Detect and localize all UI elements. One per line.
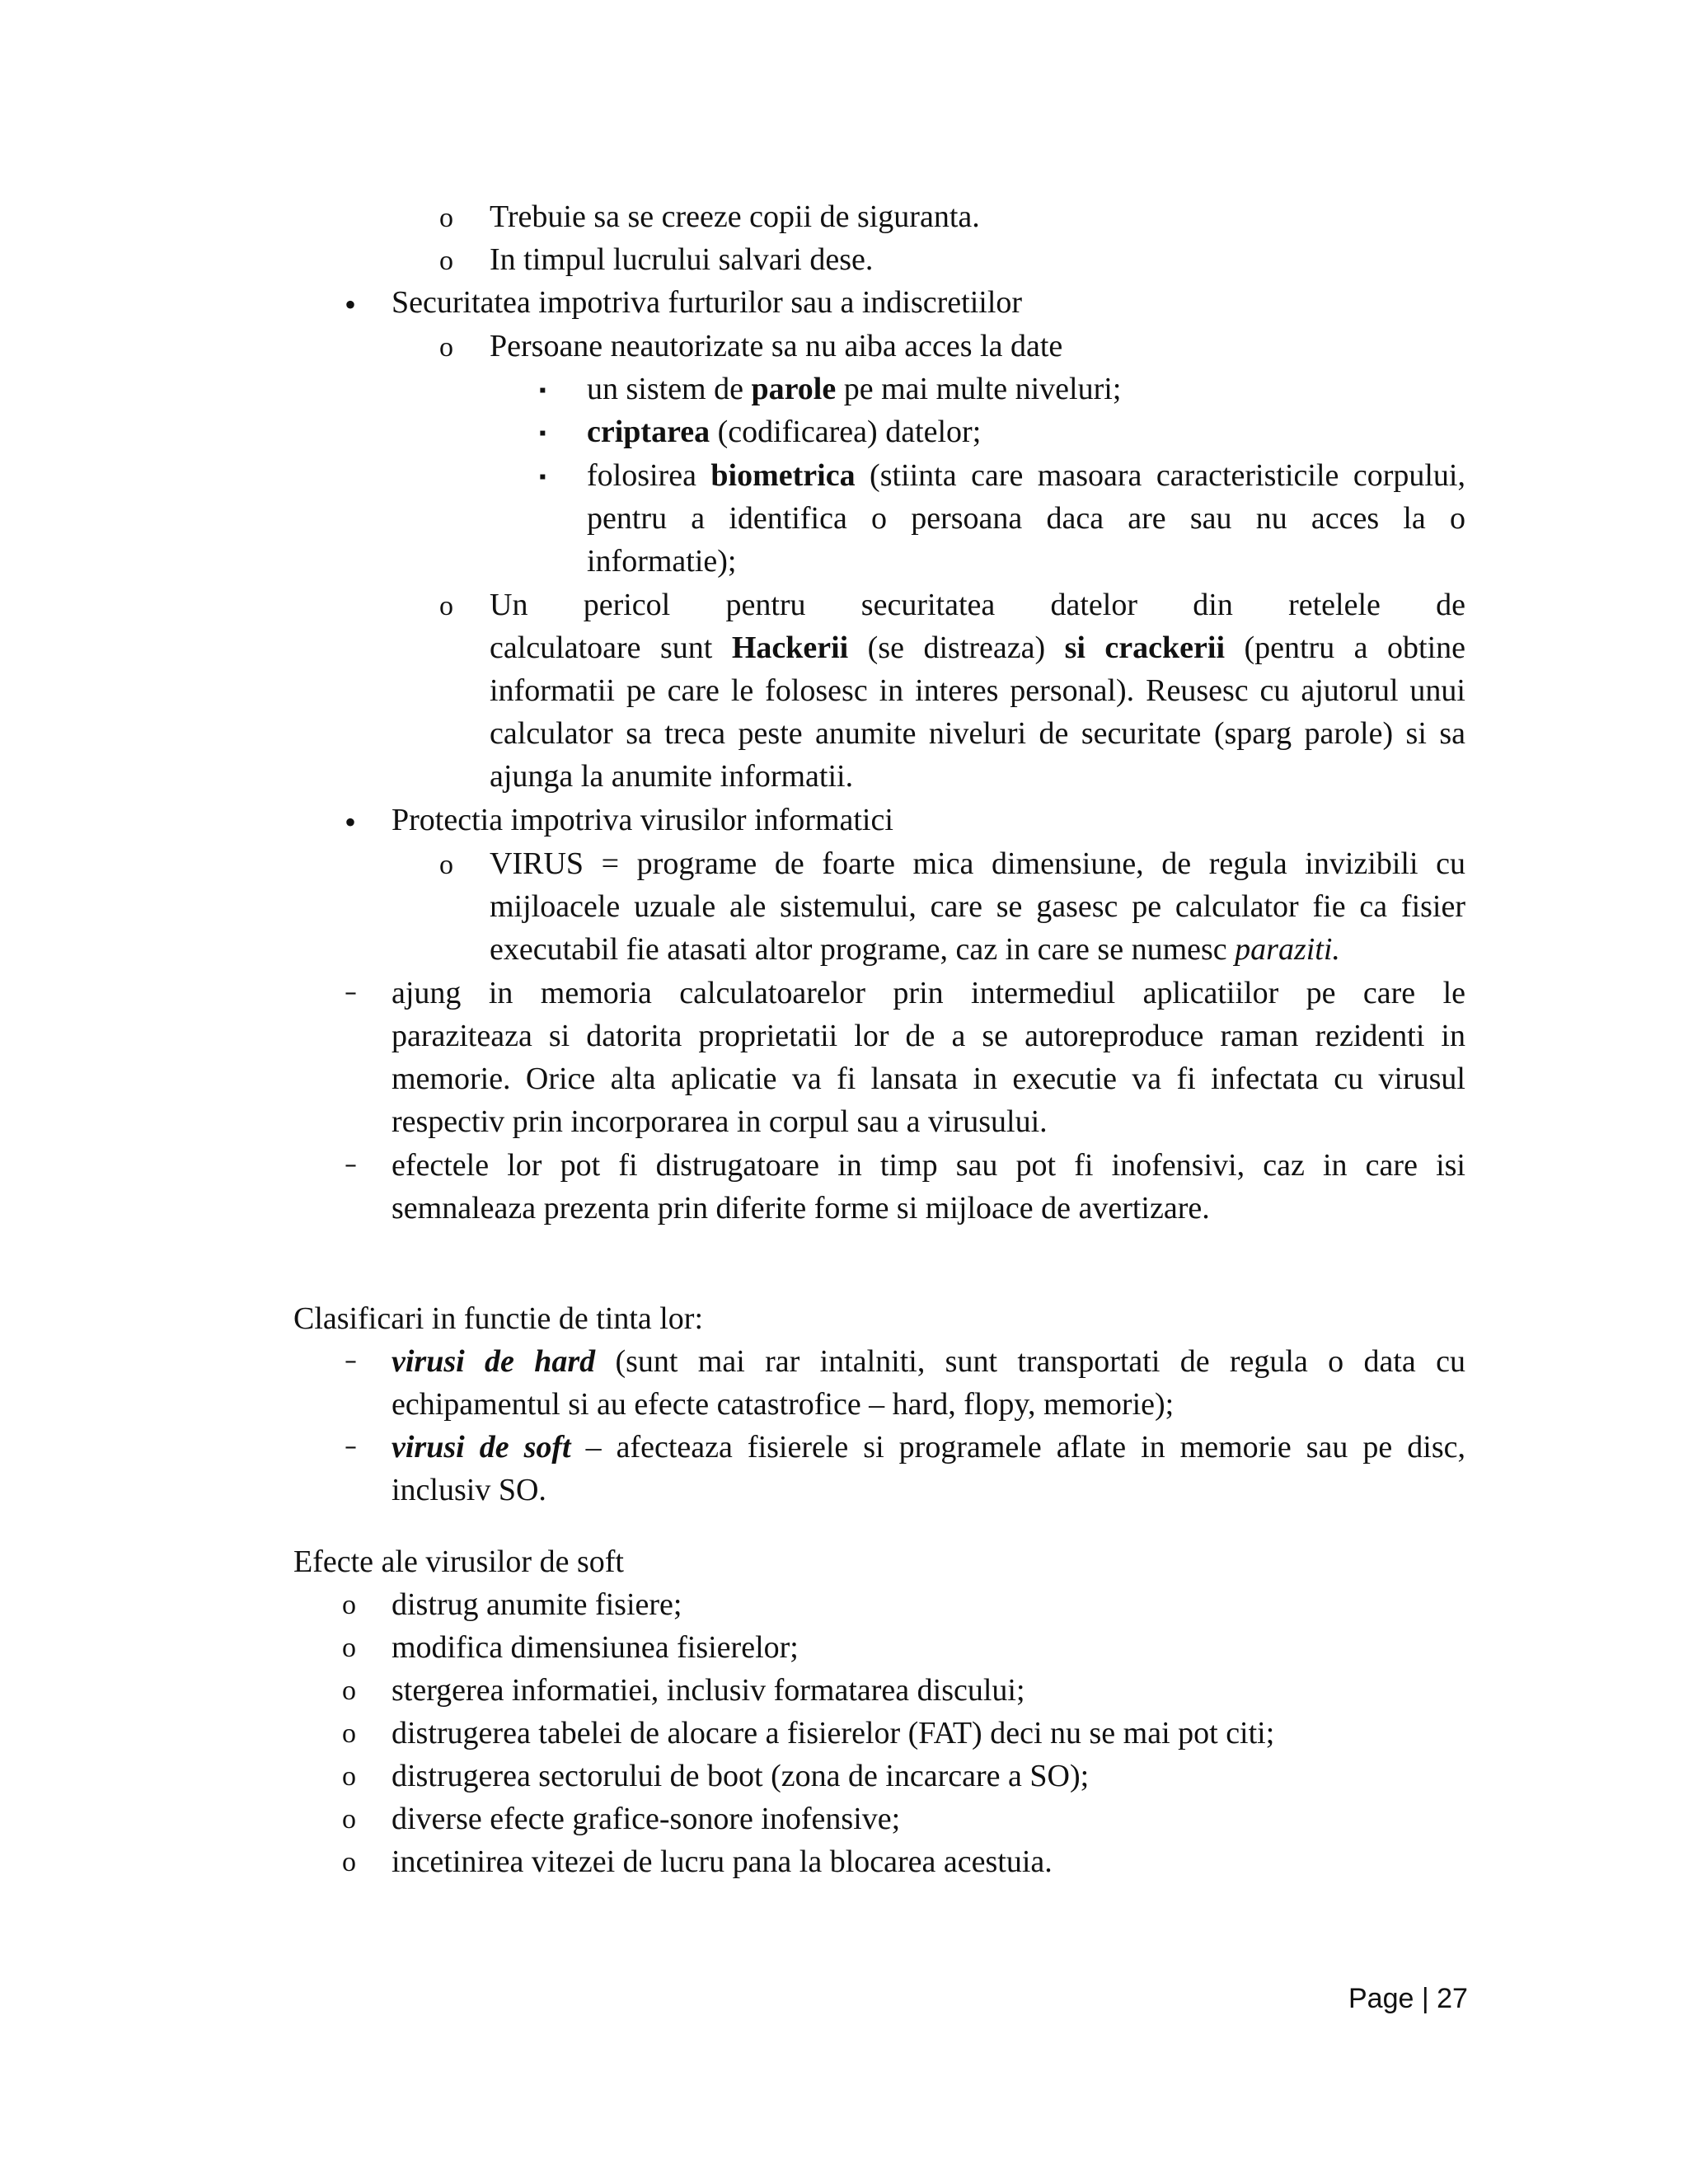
bullet-marker: •: [345, 286, 357, 323]
dash-marker: –: [345, 978, 357, 1007]
list-item: distrugerea sectorului de boot (zona de incarcare a SO);: [392, 1759, 1090, 1793]
paragraph-line: inclusiv SO.: [392, 1473, 546, 1507]
list-item: diverse efecte grafice-sonore inofensive;: [392, 1802, 901, 1836]
dash-marker: –: [345, 1432, 357, 1461]
page-number: Page | 27: [1348, 1983, 1468, 2014]
paragraph-line: respectiv prin incorporarea in corpul sau a virusului.: [392, 1104, 1048, 1139]
list-item: folosirea biometrica (stiinta care masoara caracteristicile corpului,: [587, 458, 1465, 493]
section-heading: Securitatea impotriva furturilor sau a indiscretiilor: [392, 285, 1023, 320]
hollow-bullet: o: [342, 1590, 356, 1620]
hollow-bullet: o: [342, 1847, 356, 1877]
paragraph-line: calculatoare sunt Hackerii (se distreaza) si crackerii (pentru a obtine: [490, 630, 1465, 665]
hollow-bullet: o: [342, 1633, 356, 1663]
list-item: modifica dimensiunea fisierelor;: [392, 1630, 799, 1665]
list-item: criptarea (codificarea) datelor;: [587, 415, 982, 449]
paragraph-line: efectele lor pot fi distrugatoare in timp sau pot fi inofensivi, caz in care isi: [392, 1148, 1465, 1183]
paragraph-line: mijloacele uzuale ale sistemului, care se gasesc pe calculator fie ca fisier: [490, 889, 1465, 924]
dash-marker: –: [345, 1347, 357, 1376]
hollow-bullet: o: [342, 1675, 356, 1706]
hollow-bullet: o: [342, 1804, 356, 1835]
list-item: Persoane neautorizate sa nu aiba acces la date: [490, 329, 1063, 363]
bullet-marker: •: [345, 804, 357, 841]
list-item: distrugerea tabelei de alocare a fisierelor (FAT) deci nu se mai pot citi;: [392, 1716, 1275, 1750]
hollow-bullet: o: [342, 1718, 356, 1749]
list-item: un sistem de parole pe mai multe niveluri;: [587, 372, 1122, 406]
hollow-bullet: o: [439, 246, 453, 276]
paragraph-line: memorie. Orice alta aplicatie va fi lansata in executie va fi infectata cu virusul: [392, 1062, 1465, 1096]
paragraph-line: informatii pe care le folosesc in interes personal). Reusesc cu ajutorul unui: [490, 673, 1465, 708]
paragraph-line: Un pericol pentru securitatea datelor din retelele de: [490, 588, 1465, 622]
hollow-bullet: o: [439, 850, 453, 880]
paragraph-line: ajung in memoria calculatoarelor prin intermediul aplicatiilor pe care le: [392, 976, 1465, 1010]
paragraph-line: ajunga la anumite informatii.: [490, 759, 854, 794]
paragraph-line: semnaleaza prezenta prin diferite forme si mijloace de avertizare.: [392, 1191, 1210, 1226]
list-item: incetinirea vitezei de lucru pana la blocarea acestuia.: [392, 1844, 1053, 1879]
hollow-bullet: o: [439, 591, 453, 621]
square-bullet: ▪: [539, 423, 546, 444]
section-heading: Protectia impotriva virusilor informatici: [392, 803, 893, 837]
paragraph-line: VIRUS = programe de foarte mica dimensiune, de regula invizibili cu: [490, 846, 1465, 881]
hollow-bullet: o: [342, 1761, 356, 1792]
paragraph-line: virusi de hard (sunt mai rar intalniti, sunt transportati de regula o data cu: [392, 1344, 1465, 1379]
paragraph-line: virusi de soft – afecteaza fisierele si programele aflate in memorie sau pe disc,: [392, 1430, 1465, 1465]
paragraph-line: paraziteaza si datorita proprietatii lor de a se autoreproduce raman rezidenti in: [392, 1019, 1465, 1053]
paragraph-line: echipamentul si au efecte catastrofice – hard, flopy, memorie);: [392, 1387, 1175, 1422]
dash-marker: –: [345, 1151, 357, 1179]
list-item-continuation: pentru a identifica o persoana daca are sau nu acces la o: [587, 501, 1465, 536]
list-item: In timpul lucrului salvari dese.: [490, 242, 874, 277]
list-item: distrug anumite fisiere;: [392, 1587, 682, 1622]
square-bullet: ▪: [539, 380, 546, 401]
paragraph-line: executabil fie atasati altor programe, caz in care se numesc paraziti.: [490, 932, 1340, 967]
paragraph-line: calculator sa treca peste anumite niveluri de securitate (sparg parole) si sa: [490, 716, 1465, 751]
hollow-bullet: o: [439, 332, 453, 363]
list-item-continuation: informatie);: [587, 544, 737, 579]
section-heading: Clasificari in functie de tinta lor:: [293, 1301, 704, 1336]
list-item: Trebuie sa se creeze copii de siguranta.: [490, 199, 980, 234]
hollow-bullet: o: [439, 203, 453, 233]
section-heading: Efecte ale virusilor de soft: [293, 1544, 624, 1579]
square-bullet: ▪: [539, 466, 546, 488]
list-item: stergerea informatiei, inclusiv formatarea discului;: [392, 1673, 1025, 1708]
